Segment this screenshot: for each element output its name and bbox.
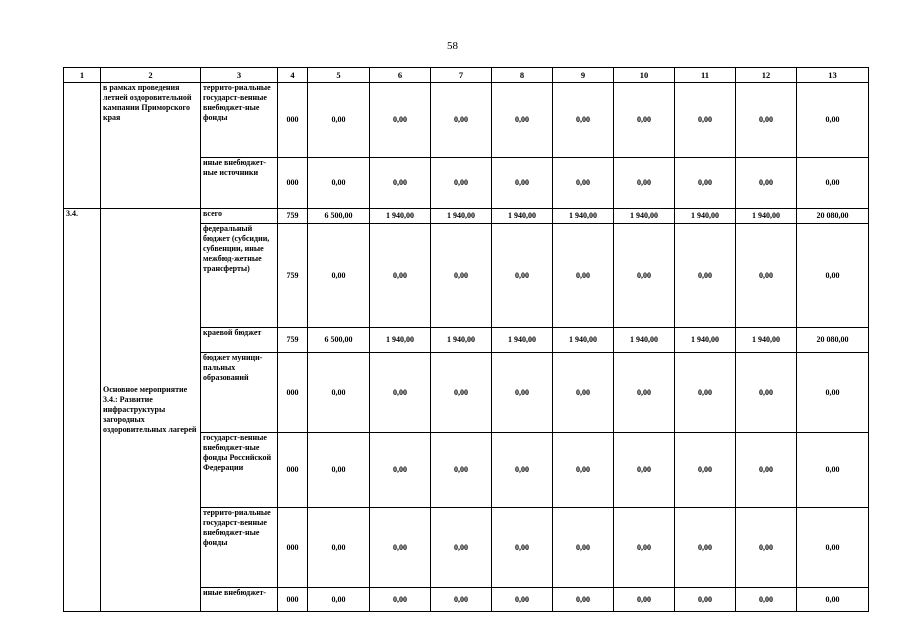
value-cell: 0,00	[370, 353, 431, 433]
column-header: 10	[614, 68, 675, 83]
value-cell: 0,00	[797, 353, 869, 433]
value-cell: 0,00	[308, 224, 370, 328]
value-cell: 0,00	[308, 508, 370, 588]
value-cell: 0,00	[431, 158, 492, 209]
value-cell: 0,00	[431, 224, 492, 328]
funding-source-cell: террито-риальные государст-венные внебюджет-ные фонды	[201, 508, 278, 588]
value-cell: 0,00	[553, 508, 614, 588]
column-header: 12	[736, 68, 797, 83]
code-cell: 000	[278, 353, 308, 433]
value-cell: 1 940,00	[736, 209, 797, 224]
value-cell: 6 500,00	[308, 328, 370, 353]
value-cell: 1 940,00	[675, 209, 736, 224]
item-number-cell: 3.4.	[64, 209, 101, 612]
value-cell: 1 940,00	[370, 209, 431, 224]
column-header: 5	[308, 68, 370, 83]
value-cell: 0,00	[370, 508, 431, 588]
code-cell: 000	[278, 588, 308, 612]
value-cell: 0,00	[308, 158, 370, 209]
value-cell: 20 080,00	[797, 209, 869, 224]
value-cell: 0,00	[553, 588, 614, 612]
value-cell: 0,00	[370, 588, 431, 612]
funding-source-cell: террито-риальные государст-венные внебюджет-ные фонды	[201, 83, 278, 158]
value-cell: 0,00	[736, 83, 797, 158]
value-cell: 0,00	[675, 83, 736, 158]
value-cell: 0,00	[308, 433, 370, 508]
table-row	[64, 83, 869, 158]
value-cell: 0,00	[797, 588, 869, 612]
value-cell: 0,00	[736, 433, 797, 508]
column-header: 8	[492, 68, 553, 83]
value-cell: 0,00	[675, 588, 736, 612]
table-header-row	[64, 68, 869, 83]
code-cell: 759	[278, 328, 308, 353]
value-cell: 1 940,00	[492, 209, 553, 224]
funding-source-cell: иные внебюджет-	[201, 588, 278, 612]
item-number-cell	[64, 83, 101, 209]
value-cell: 0,00	[553, 83, 614, 158]
code-cell: 759	[278, 209, 308, 224]
value-cell: 1 940,00	[675, 328, 736, 353]
value-cell: 0,00	[553, 224, 614, 328]
value-cell: 0,00	[492, 433, 553, 508]
value-cell: 0,00	[308, 83, 370, 158]
value-cell: 0,00	[797, 433, 869, 508]
value-cell: 0,00	[614, 433, 675, 508]
page-number: 58	[447, 40, 458, 52]
code-cell: 759	[278, 224, 308, 328]
value-cell: 0,00	[431, 588, 492, 612]
value-cell: 0,00	[797, 508, 869, 588]
table-row	[64, 209, 869, 224]
activity-cell: в рамках проведения летней оздоровительной кампании Приморского края	[101, 83, 201, 209]
value-cell: 1 940,00	[370, 328, 431, 353]
column-header: 7	[431, 68, 492, 83]
value-cell: 0,00	[675, 508, 736, 588]
value-cell: 1 940,00	[553, 209, 614, 224]
column-header: 9	[553, 68, 614, 83]
value-cell: 0,00	[736, 588, 797, 612]
value-cell: 20 080,00	[797, 328, 869, 353]
column-header: 2	[101, 68, 201, 83]
value-cell: 0,00	[431, 353, 492, 433]
value-cell: 0,00	[370, 83, 431, 158]
value-cell: 0,00	[553, 433, 614, 508]
value-cell: 0,00	[736, 353, 797, 433]
value-cell: 0,00	[431, 508, 492, 588]
value-cell: 0,00	[797, 158, 869, 209]
value-cell: 0,00	[308, 588, 370, 612]
code-cell: 000	[278, 158, 308, 209]
column-header: 1	[64, 68, 101, 83]
value-cell: 0,00	[675, 433, 736, 508]
value-cell: 1 940,00	[492, 328, 553, 353]
column-header: 6	[370, 68, 431, 83]
column-header: 3	[201, 68, 278, 83]
value-cell: 0,00	[614, 588, 675, 612]
value-cell: 1 940,00	[553, 328, 614, 353]
value-cell: 0,00	[736, 158, 797, 209]
value-cell: 0,00	[492, 83, 553, 158]
value-cell: 1 940,00	[431, 209, 492, 224]
value-cell: 0,00	[492, 158, 553, 209]
value-cell: 0,00	[492, 508, 553, 588]
value-cell: 0,00	[370, 224, 431, 328]
value-cell: 0,00	[553, 353, 614, 433]
funding-source-cell: всего	[201, 209, 278, 224]
value-cell: 0,00	[614, 508, 675, 588]
value-cell: 0,00	[736, 224, 797, 328]
value-cell: 0,00	[614, 83, 675, 158]
activity-cell: Основное мероприятие 3.4.: Развитие инфраструктуры загородных оздоровительных лагерей	[101, 209, 201, 612]
value-cell: 0,00	[370, 158, 431, 209]
value-cell: 0,00	[431, 433, 492, 508]
value-cell: 0,00	[553, 158, 614, 209]
value-cell: 0,00	[797, 224, 869, 328]
value-cell: 0,00	[675, 158, 736, 209]
value-cell: 0,00	[431, 83, 492, 158]
funding-source-cell: федеральный бюджет (субсидии, субвенции, иные межбюд-жетные трансферты)	[201, 224, 278, 328]
value-cell: 1 940,00	[431, 328, 492, 353]
code-cell: 000	[278, 508, 308, 588]
column-header: 13	[797, 68, 869, 83]
value-cell: 0,00	[675, 224, 736, 328]
value-cell: 1 940,00	[614, 328, 675, 353]
funding-source-cell: иные внебюджет-ные источники	[201, 158, 278, 209]
value-cell: 0,00	[492, 224, 553, 328]
column-header: 4	[278, 68, 308, 83]
value-cell: 0,00	[797, 83, 869, 158]
value-cell: 1 940,00	[736, 328, 797, 353]
code-cell: 000	[278, 433, 308, 508]
value-cell: 0,00	[492, 353, 553, 433]
code-cell: 000	[278, 83, 308, 158]
value-cell: 0,00	[675, 353, 736, 433]
value-cell: 0,00	[614, 353, 675, 433]
column-header: 11	[675, 68, 736, 83]
value-cell: 0,00	[614, 224, 675, 328]
value-cell: 0,00	[370, 433, 431, 508]
value-cell: 0,00	[614, 158, 675, 209]
value-cell: 0,00	[308, 353, 370, 433]
value-cell: 0,00	[736, 508, 797, 588]
funding-source-cell: государст-венные внебюджет-ные фонды Российской Федерации	[201, 433, 278, 508]
value-cell: 1 940,00	[614, 209, 675, 224]
budget-table	[63, 67, 869, 612]
value-cell: 0,00	[492, 588, 553, 612]
value-cell: 6 500,00	[308, 209, 370, 224]
funding-source-cell: краевой бюджет	[201, 328, 278, 353]
funding-source-cell: бюджет муници-пальных образований	[201, 353, 278, 433]
